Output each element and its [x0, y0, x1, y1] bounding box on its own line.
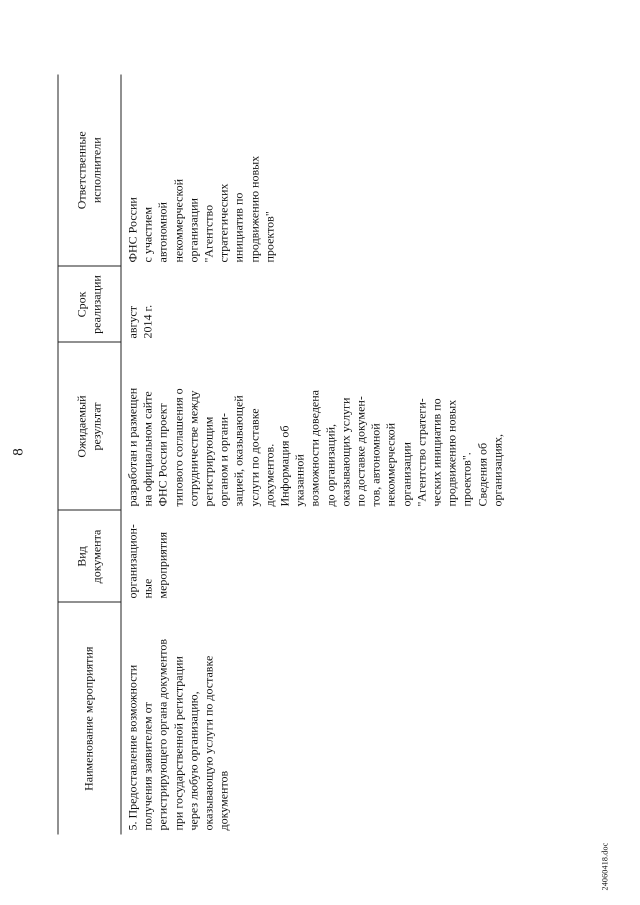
header-expected-result: Ожидаемый результат	[58, 343, 121, 511]
header-responsible: Ответственные исполнители	[58, 75, 121, 267]
file-name: 24060418.doc	[600, 842, 610, 891]
header-document-type: Вид документа	[58, 511, 121, 603]
cell-deadline: август 2014 г.	[125, 304, 155, 339]
header-deadline: Срок реализации	[58, 267, 121, 343]
header-activity-name: Наименование мероприятия	[58, 603, 121, 835]
rotated-page	[1, 0, 640, 905]
table-header-row	[58, 75, 121, 835]
cell-document-type: организацион- ные мероприятия	[125, 524, 170, 599]
cell-activity-name: 5. Предоставление возможности получения заявителем от регистрирующего органа документов при государственной регистрации через любую организацию, оказывающую услуги по доставке документов	[125, 638, 231, 831]
action-plan-table	[58, 75, 506, 835]
cell-responsible: ФНС России с участием автономной некоммерческой организации "Агентство стратегических инициатив по продвижению новых проектов"	[125, 155, 277, 263]
cell-expected-result: разработан и размещен на официальном сайте ФНС России проект типового соглашения о сотрудничестве между регистрирующим органом и органи- зацией, оказывающей услуги по доставке документов. Информация об указанной возможности доведена до организаций, оказывающих услуги по доставке докумен- тов, автономной некоммерческой организации "Агентство стратеги- ческих инициатив по продвижению новых проектов". Сведения об организациях,	[125, 387, 505, 507]
page-number: 8	[10, 448, 27, 456]
table-row	[121, 75, 506, 835]
